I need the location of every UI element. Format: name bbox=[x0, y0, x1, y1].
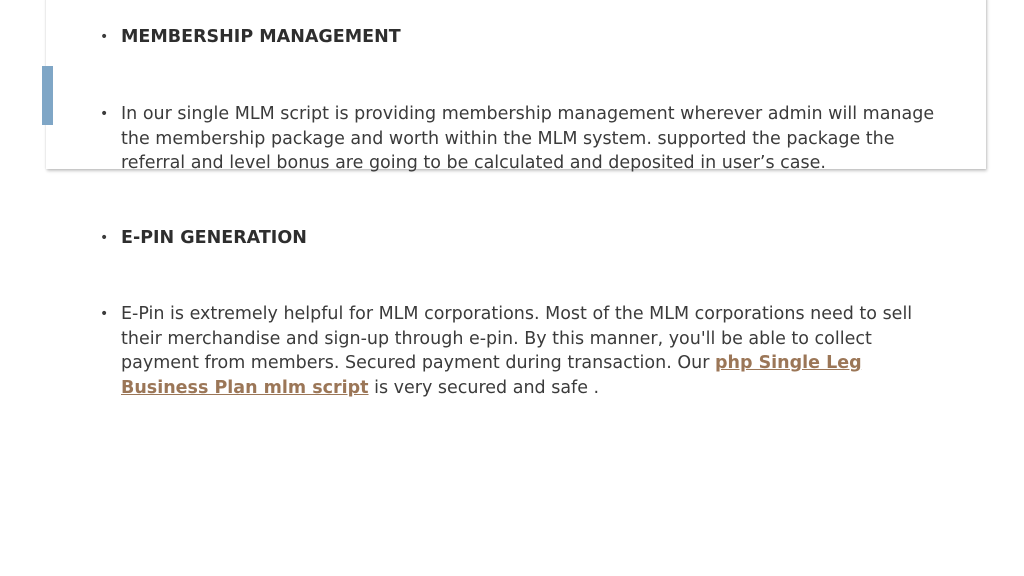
bullet-icon: • bbox=[100, 230, 109, 246]
script-link[interactable]: php Single Leg Business Plan mlm script bbox=[121, 353, 862, 398]
epin-body-tail: is very secured and safe . bbox=[368, 377, 600, 398]
bullet-icon: • bbox=[100, 29, 109, 45]
epin-body-item bbox=[100, 302, 945, 400]
bullet-icon: • bbox=[100, 106, 109, 122]
epin-heading-item bbox=[100, 226, 945, 251]
membership-body: In our single MLM script is providing membership management wherever admin will manage the membership package and worth within the MLM system. supported the package the referral and level bonus are going to be calculated and deposited in user’s case. bbox=[121, 104, 935, 173]
membership-heading-item bbox=[100, 25, 945, 50]
epin-body bbox=[121, 302, 945, 400]
epin-heading: E-PIN GENERATION bbox=[121, 228, 307, 248]
membership-body-item bbox=[100, 102, 945, 176]
accent-bar bbox=[42, 66, 53, 125]
membership-heading: MEMBERSHIP MANAGEMENT bbox=[121, 27, 401, 47]
bullet-icon: • bbox=[100, 306, 109, 322]
epin-body-text: E-Pin is extremely helpful for MLM corporations. Most of the MLM corporations need to sell their merchandise and sign-up through e-pin. By this manner, you'll be able to collect payment from members. Secured payment during transaction. Our bbox=[121, 304, 913, 373]
